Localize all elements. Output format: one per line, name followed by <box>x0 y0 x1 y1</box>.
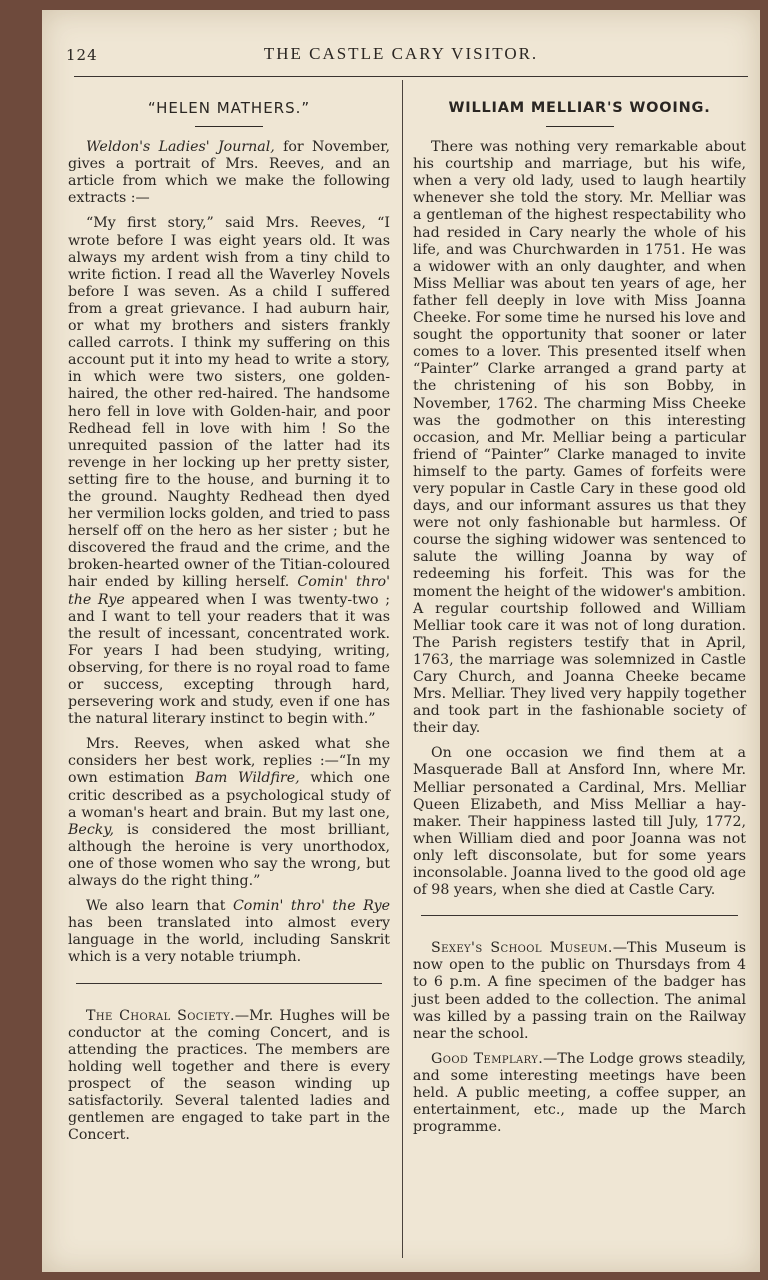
book-title: Becky, <box>68 821 115 838</box>
title-rule <box>195 126 263 127</box>
paragraph-good-templary: Good Templary.—The Lodge grows steadily, and some interesting meetings have been held. A public meeting, a coffee supper, an entertainment, etc., made up the March programme. <box>413 1050 746 1136</box>
book-title: Comin' thro' the Rye <box>68 574 391 608</box>
title-rule <box>546 126 614 127</box>
paragraph: We also learn that Comin' thro' the Rye has been translated into almost every language in the world, including Sanskrit which is a very notable triumph. <box>68 898 390 966</box>
book-title: Bam Wildfire, <box>194 770 300 787</box>
page-number: 124 <box>66 46 98 64</box>
magazine-page <box>42 10 760 1272</box>
paragraph: There was nothing very remarkable about his courtship and marriage, but his wife, when a very old lady, used to laugh heartily whenever she told the story. Mr. Melliar was a gentleman of the highest respectability who had resided in Cary nearly the whole of his life, and was Churchwarden in 1751. He was a widower with an only daughter, and when Miss Melliar was about ten years of age, her father fell deeply in love with Miss Joanna Cheeke. For some time he nursed his love and sought the opportunity that sooner or later comes to a lover. This presented itself when “Painter” Clarke arranged a grand party at the christening of his son Bobby, in November, 1762. The charming Miss Cheeke was the godmother on this interesting occasion, and Mr. Melliar being a particular friend of “Painter” Clarke managed to invite himself to the party. Games of forfeits were very popular in Castle Cary in these good old days, and our informant assures us that they were not only fashionable but harmless. Of course the sighing widower was sentenced to salute the willing Joanna by way of redeeming his forfeit. This was for the moment the height of the widower's ambition. A regular courtship followed and William Melliar took care it was not of long duration. The Parish registers testify that in April, 1763, the marriage was solemnized in Castle Cary Church, and Joanna Cheeke became Mrs. Melliar. They lived very happily together and took part in the fashionable society of their day. <box>413 139 746 737</box>
section-lead: Good Templary. <box>431 1050 544 1067</box>
paragraph-choral-society: The Choral Society.—Mr. Hughes will be conductor at the coming Concert, and is attending the practices. The members are holding well together and there is every prospect of the season winding up satisfactorily. Several talented ladies and gentlemen are engaged to take part in the Concert. <box>68 1007 390 1144</box>
header-rule <box>74 76 748 77</box>
section-rule <box>76 983 382 984</box>
section-lead: Sexey's School Museum. <box>431 940 613 957</box>
left-column <box>68 90 390 1152</box>
page-header <box>42 38 760 68</box>
paragraph: Weldon's Ladies' Journal, for November, gives a portrait of Mrs. Reeves, and an article from which we make the following extracts :— <box>68 139 390 207</box>
right-column <box>413 90 746 1144</box>
article-title-helen-mathers: “HELEN MATHERS.” <box>147 99 311 117</box>
publication-title: Weldon's Ladies' Journal, <box>86 139 275 156</box>
paragraph: On one occasion we find them at a Masquerade Ball at Ansford Inn, where Mr. Melliar personated a Cardinal, Mrs. Melliar Queen Elizabeth, and Miss Melliar a hay-maker. Their happiness lasted till July, 1772, when William died and poor Joanna was not only left disconsolate, but for some years inconsolable. Joanna lived to the good old age of 98 years, when she died at Castle Cary. <box>413 745 746 899</box>
section-lead: The Choral Society. <box>86 1007 235 1024</box>
book-title: Comin' thro' the Rye <box>232 898 390 915</box>
paragraph: Mrs. Reeves, when asked what she considers her best work, replies :—“In my own estimation Bam Wildfire, which one critic described as a psychological study of a woman's heart and brain. But my last one, Becky, is considered the most brilliant, although the heroine is very unorthodox, one of those women who say the wrong, but always do the right thing.” <box>68 736 390 890</box>
section-rule <box>421 915 738 916</box>
paragraph-museum: Sexey's School Museum.—This Museum is now open to the public on Thursdays from 4 to 6 p.m. A fine specimen of the badger has just been added to the collection. The animal was killed by a passing train on the Railway near the school. <box>413 940 746 1042</box>
article-title-melliar-wooing: WILLIAM MELLIAR'S WOOING. <box>448 100 711 116</box>
running-title: THE CASTLE CARY VISITOR. <box>263 44 539 63</box>
column-divider <box>402 80 403 1258</box>
paragraph: “My first story,” said Mrs. Reeves, “I wrote before I was eight years old. It was always my ardent wish from a tiny child to write fiction. I read all the Waverley Novels before I was seven. As a child I suffered from a great grievance. I had auburn hair, or what my brothers and sisters frankly called carrots. I think my suffering on this account put it into my head to write a story, in which were two sisters, one golden-haired, the other red-haired. The handsome hero fell in love with Golden-hair, and poor Redhead fell in love with him ! So the unrequited passion of the latter had its revenge in her locking up her pretty sister, setting fire to the house, and burning it to the ground. Naughty Redhead then dyed her vermilion locks golden, and tried to pass herself off on the hero as her sister ; but he discovered the fraud and the crime, and the broken-hearted owner of the Titian-coloured hair ended by killing herself. Comin' thro' the Rye appeared when I was twenty-two ; and I want to tell your readers that it was the result of incessant, concentrated work. For years I had been studying, writing, observing, for there is no royal road to fame or success, excepting through hard, persevering work and study, even if one has the natural literary instinct to begin with.” <box>68 215 391 728</box>
